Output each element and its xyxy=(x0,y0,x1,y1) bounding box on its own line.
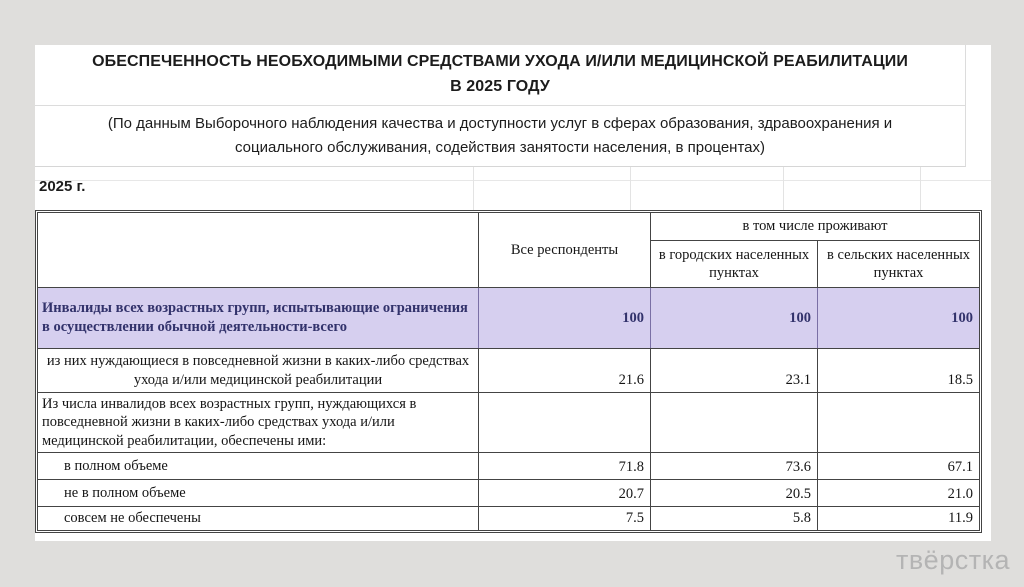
row-label: не в полном объеме xyxy=(38,480,479,507)
value-all-respondents: 20.7 xyxy=(479,480,651,507)
row-label: совсем не обеспечены xyxy=(38,507,479,531)
value-urban: 20.5 xyxy=(651,480,818,507)
value-rural: 11.9 xyxy=(818,507,980,531)
value-rural: 100 xyxy=(818,288,980,349)
value-rural: 18.5 xyxy=(818,349,980,393)
document-subtitle xyxy=(35,106,966,167)
gridline xyxy=(920,167,921,210)
value-urban: 73.6 xyxy=(651,453,818,480)
row-label: Инвалиды всех возрастных групп, испытывающие ограничения в осуществлении обычной деятельности-всего xyxy=(38,288,479,349)
value-urban: 100 xyxy=(651,288,818,349)
subtitle-line-2: социального обслуживания, содействия занятости населения, в процентах) xyxy=(235,139,765,156)
value-rural xyxy=(818,393,980,453)
header-row-label-column xyxy=(38,213,479,288)
header-urban: в городских населенных пунктах xyxy=(651,241,818,288)
value-urban xyxy=(651,393,818,453)
table-row xyxy=(38,507,980,531)
subtitle-line-1: (По данным Выборочного наблюдения качества и доступности услуг в сферах образования, здравоохранения и xyxy=(107,115,893,132)
header-all-respondents: Все респонденты xyxy=(479,213,651,288)
header-residence-group: в том числе проживают xyxy=(651,213,980,241)
row-label: из них нуждающиеся в повседневной жизни в каких-либо средствах ухода и/или медицинской реабилитации xyxy=(38,349,479,393)
table-row xyxy=(38,288,980,349)
gridline xyxy=(783,167,784,210)
title-line-2: В 2025 ГОДУ xyxy=(450,78,550,95)
spreadsheet-sheet xyxy=(35,45,991,541)
gridline xyxy=(473,167,474,210)
verstka-watermark-logo: твёрстка xyxy=(895,545,1010,575)
row-label: Из числа инвалидов всех возрастных групп, нуждающихся в повседневной жизни в каких-либо средствах ухода и/или медицинской реабилитации, обеспечены ими: xyxy=(38,393,479,453)
table-row xyxy=(38,349,980,393)
gridline xyxy=(630,167,631,210)
gridline xyxy=(35,180,991,181)
row-label: в полном объеме xyxy=(38,453,479,480)
value-all-respondents: 21.6 xyxy=(479,349,651,393)
value-urban: 5.8 xyxy=(651,507,818,531)
value-all-respondents: 7.5 xyxy=(479,507,651,531)
document-title xyxy=(35,45,966,106)
value-rural: 67.1 xyxy=(818,453,980,480)
year-label: 2025 г. xyxy=(39,178,86,195)
value-rural: 21.0 xyxy=(818,480,980,507)
value-all-respondents: 100 xyxy=(479,288,651,349)
table-row xyxy=(38,393,980,453)
table-row xyxy=(38,453,980,480)
table-row xyxy=(38,480,980,507)
value-urban: 23.1 xyxy=(651,349,818,393)
statistics-table xyxy=(35,210,982,533)
value-all-respondents: 71.8 xyxy=(479,453,651,480)
title-line-1: ОБЕСПЕЧЕННОСТЬ НЕОБХОДИМЫМИ СРЕДСТВАМИ УХОДА И/ИЛИ МЕДИЦИНСКОЙ РЕАБИЛИТАЦИИ xyxy=(92,53,908,71)
header-rural: в сельских населенных пунктах xyxy=(818,241,980,288)
value-all-respondents xyxy=(479,393,651,453)
